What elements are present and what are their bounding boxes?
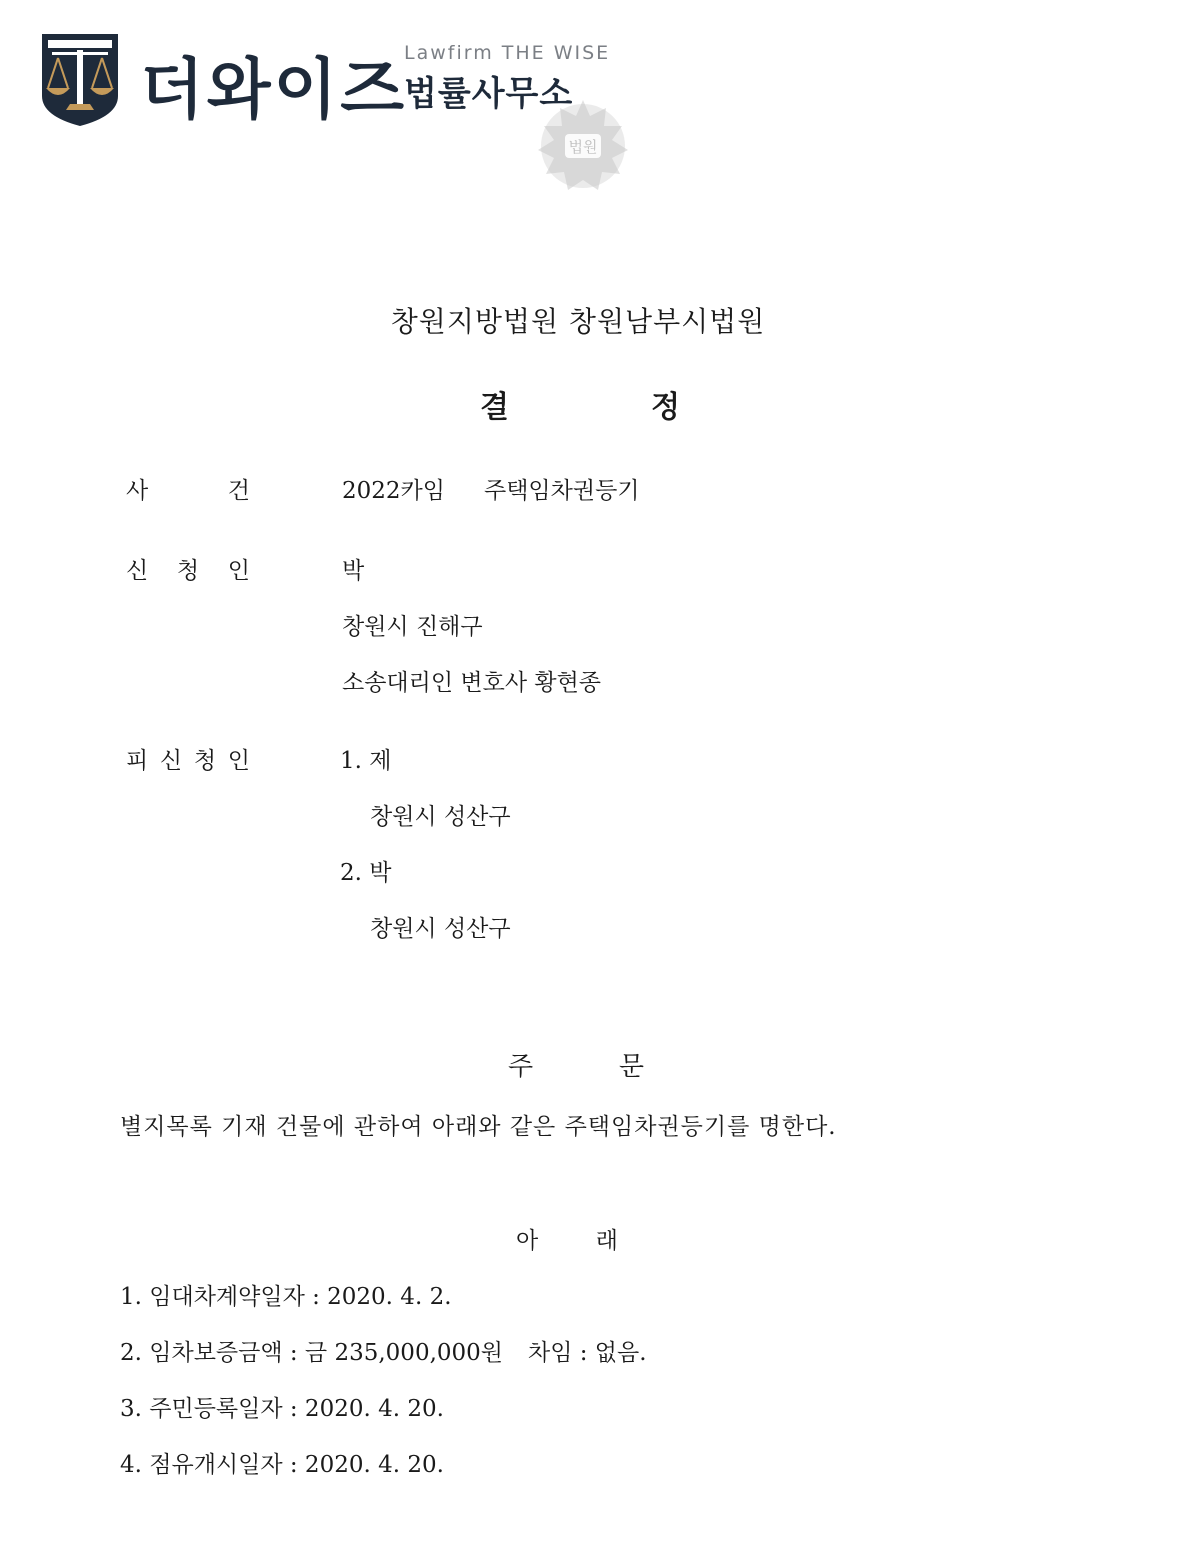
- case-name: 주택임차권등기: [484, 478, 640, 504]
- order-title-char: 문: [618, 1052, 644, 1082]
- case-label-char: 사: [126, 478, 149, 504]
- document-title-char-2: 정: [651, 390, 680, 425]
- applicant-label: [126, 552, 250, 585]
- respondent-label: [126, 742, 250, 775]
- deposit-amount: 2. 임차보증금액 : 금 235,000,000원: [120, 1340, 504, 1366]
- details-title-char: 래: [595, 1228, 618, 1254]
- brand-english-name: Lawfirm THE WISE: [404, 42, 611, 64]
- document-title-char-1: 결: [480, 390, 509, 425]
- respondent-2-address: 창원시 성산구: [370, 916, 511, 942]
- brand-name: 더와이즈: [140, 51, 408, 128]
- case-label-char: 건: [227, 478, 250, 504]
- court-seal-icon: [528, 96, 638, 200]
- respondent-2-name: 2. 박: [340, 860, 392, 886]
- case-number: 2022카임: [342, 478, 445, 504]
- lease-contract-date: 1. 임대차계약일자 : 2020. 4. 2.: [120, 1284, 452, 1310]
- respondent-label-char: 신: [159, 748, 183, 774]
- order-text: 별지목록 기재 건물에 관하여 아래와 같은 주택임차권등기를 명한다.: [120, 1114, 837, 1140]
- scales-of-justice-logo-icon: [36, 30, 124, 128]
- brand-subtitle: 법률사무소: [404, 74, 574, 114]
- respondent-1-address: 창원시 성산구: [370, 804, 511, 830]
- order-title-char: 주: [508, 1052, 534, 1082]
- case-label: [126, 472, 250, 505]
- respondent-label-char: 청: [193, 748, 217, 774]
- applicant-attorney: 소송대리인 변호사 황현종: [342, 670, 602, 696]
- applicant-label-char: 인: [227, 558, 250, 584]
- order-title: [508, 1046, 644, 1083]
- resident-registration-date: 3. 주민등록일자 : 2020. 4. 20.: [120, 1396, 444, 1422]
- respondent-label-char: 인: [227, 748, 250, 774]
- applicant-label-char: 신: [126, 558, 149, 584]
- document-title: [480, 382, 680, 426]
- rent-amount: 차임 : 없음.: [528, 1340, 647, 1366]
- details-title-char: 아: [516, 1228, 539, 1254]
- details-title: [516, 1222, 618, 1255]
- occupancy-start-date: 4. 점유개시일자 : 2020. 4. 20.: [120, 1452, 444, 1478]
- applicant-address: 창원시 진해구: [342, 614, 483, 640]
- applicant-name: 박: [342, 558, 365, 584]
- applicant-label-char: 청: [176, 558, 200, 584]
- respondent-1-name: 1. 제: [340, 748, 392, 774]
- respondent-label-char: 피: [126, 748, 149, 774]
- court-seal-text: 법원: [568, 138, 598, 156]
- court-name: 창원지방법원 창원남부시법원: [390, 305, 766, 338]
